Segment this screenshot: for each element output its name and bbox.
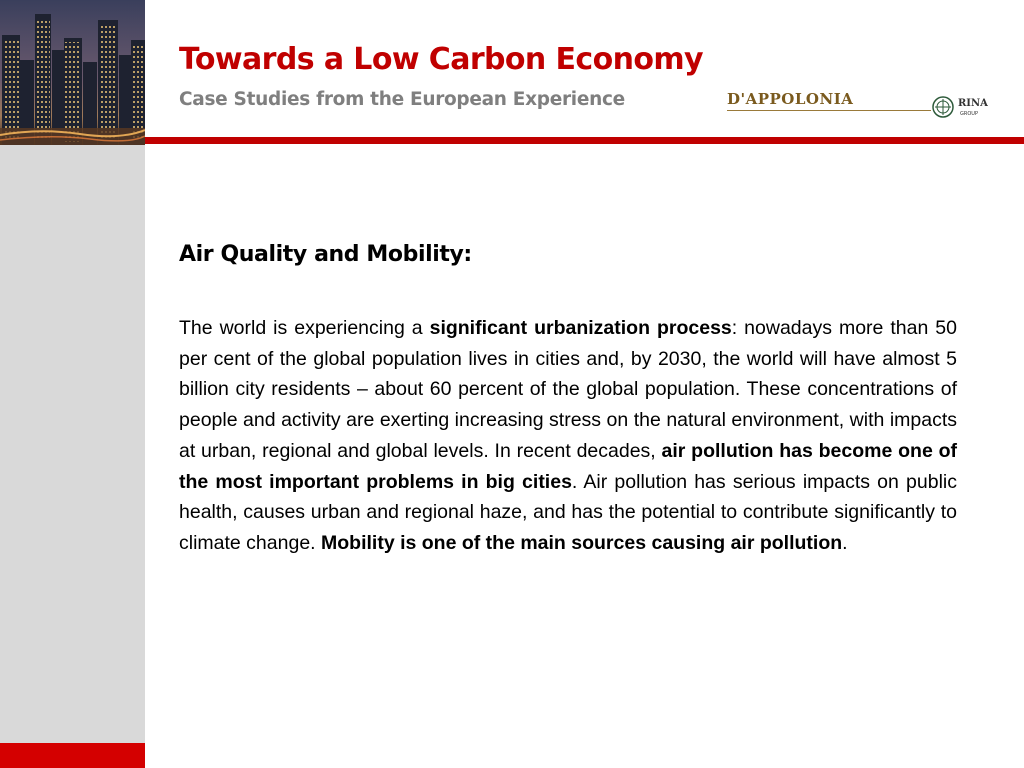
- rina-emblem-icon: [932, 96, 954, 118]
- header-divider-bar: [145, 137, 1024, 144]
- page-title: Towards a Low Carbon Economy: [179, 42, 704, 77]
- paragraph-segment: . Air pollution has serious impacts on public health, causes urban and regional haze, and has the potential to contribute significantly to climate change.: [179, 470, 957, 554]
- city-skyline-photo: [0, 0, 145, 145]
- paragraph-segment: The world is experiencing a: [179, 317, 430, 339]
- company-logo: [727, 88, 987, 124]
- paragraph-segment: : nowadays more than 50 per cent of the global population lives in cities and, by 2030, the world will have almost 5 billion city residents – about 60 percent of the global population. These concentrations of people and activity are exerting increasing stress on the natural environment, with impacts at urban, regional and global levels. In recent decades,: [179, 317, 957, 462]
- paragraph-emphasis: air pollution has become one of the most important problems in big cities: [179, 439, 957, 493]
- body-paragraph: [179, 313, 957, 559]
- footer-accent-bar: [0, 743, 145, 768]
- paragraph-segment: .: [842, 531, 848, 554]
- logo-underline: [727, 110, 931, 111]
- logo-wordmark: D'APPOLONIA: [727, 90, 854, 108]
- paragraph-emphasis: significant urbanization process: [429, 317, 732, 339]
- logo-partner: RINA: [958, 98, 988, 109]
- page-subtitle: Case Studies from the European Experience: [179, 89, 625, 110]
- logo-partner-sub: GROUP: [960, 111, 978, 117]
- paragraph-emphasis: Mobility is one of the main sources causing air pollution: [321, 531, 843, 554]
- section-heading: Air Quality and Mobility:: [179, 242, 472, 267]
